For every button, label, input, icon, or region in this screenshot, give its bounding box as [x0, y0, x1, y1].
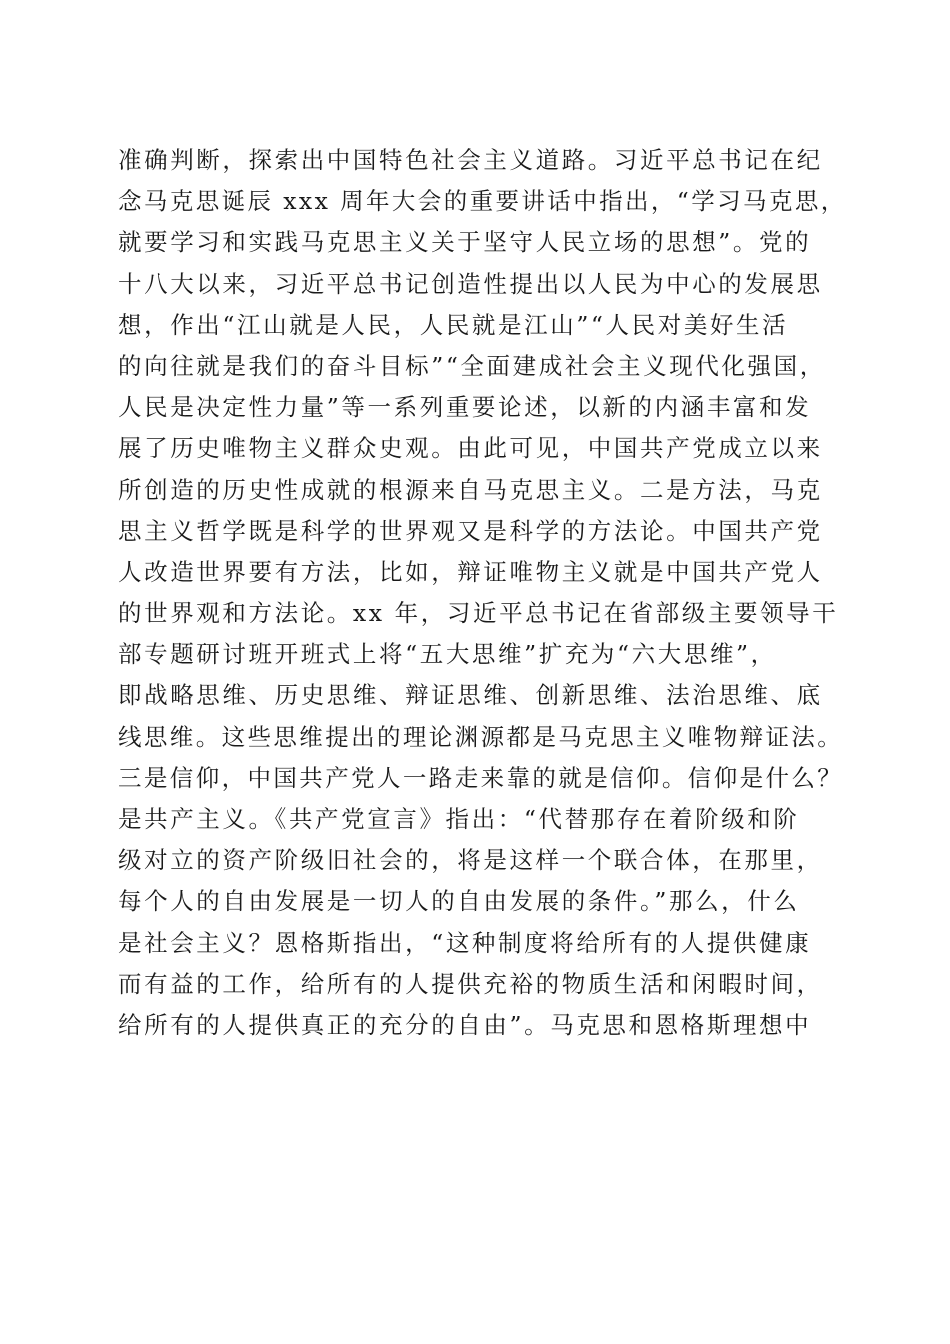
text-line-16: 三是信仰，中国共产党人一路走来靠的就是信仰。信仰是什么？ [118, 763, 844, 792]
text-line-9: 所创造的历史性成就的根源来自马克思主义。二是方法，马克 [118, 475, 823, 504]
text-line-15: 线思维。这些思维提出的理论渊源都是马克思主义唯物辩证法。 [118, 722, 844, 751]
text-line-10: 思主义哲学既是科学的世界观又是科学的方法论。中国共产党 [118, 516, 823, 545]
text-line-7: 人民是决定性力量”等一系列重要论述，以新的内涵丰富和发 [118, 393, 812, 422]
text-line-18: 级对立的资产阶级旧社会的，将是这样一个联合体，在那里， [118, 846, 823, 875]
text-line-1: 准确判断，探索出中国特色社会主义道路。习近平总书记在纪 [118, 146, 823, 174]
text-line-8: 展了历史唯物主义群众史观。由此可见，中国共产党成立以来 [118, 434, 823, 463]
text-line-14: 即战略思维、历史思维、辩证思维、创新思维、法治思维、底 [118, 681, 823, 710]
text-line-11: 人改造世界要有方法，比如，辩证唯物主义就是中国共产党人 [118, 557, 823, 586]
text-line-12: 的世界观和方法论。xx 年，习近平总书记在省部级主要领导干 [118, 599, 839, 628]
text-line-20: 是社会主义？恩格斯指出，“这种制度将给所有的人提供健康 [118, 928, 812, 957]
body-text [118, 140, 848, 1046]
text-line-17: 是共产主义。《共产党宣言》指出：“代替那存在着阶级和阶 [118, 805, 800, 833]
text-line-2: 念马克思诞辰 xxx 周年大会的重要讲话中指出，“学习马克思， [118, 187, 847, 216]
text-line-19: 每个人的自由发展是一切人的自由发展的条件。”那么，什么 [118, 887, 800, 916]
text-line-22: 给所有的人提供真正的充分的自由”。马克思和恩格斯理想中 [118, 1010, 812, 1039]
text-line-6: 的向往就是我们的奋斗目标”“全面建成社会主义现代化强国， [118, 351, 826, 380]
text-line-13: 部专题研讨班开班式上将“五大思维”扩充为“六大思维”， [118, 640, 777, 669]
text-line-4: 十八大以来，习近平总书记创造性提出以人民为中心的发展思 [118, 269, 823, 298]
text-line-21: 而有益的工作，给所有的人提供充裕的物质生活和闲暇时间， [118, 969, 823, 998]
text-line-3: 就要学习和实践马克思主义关于坚守人民立场的思想”。党的 [118, 228, 812, 257]
text-line-5: 想，作出“江山就是人民，人民就是江山”“人民对美好生活 [118, 310, 789, 339]
